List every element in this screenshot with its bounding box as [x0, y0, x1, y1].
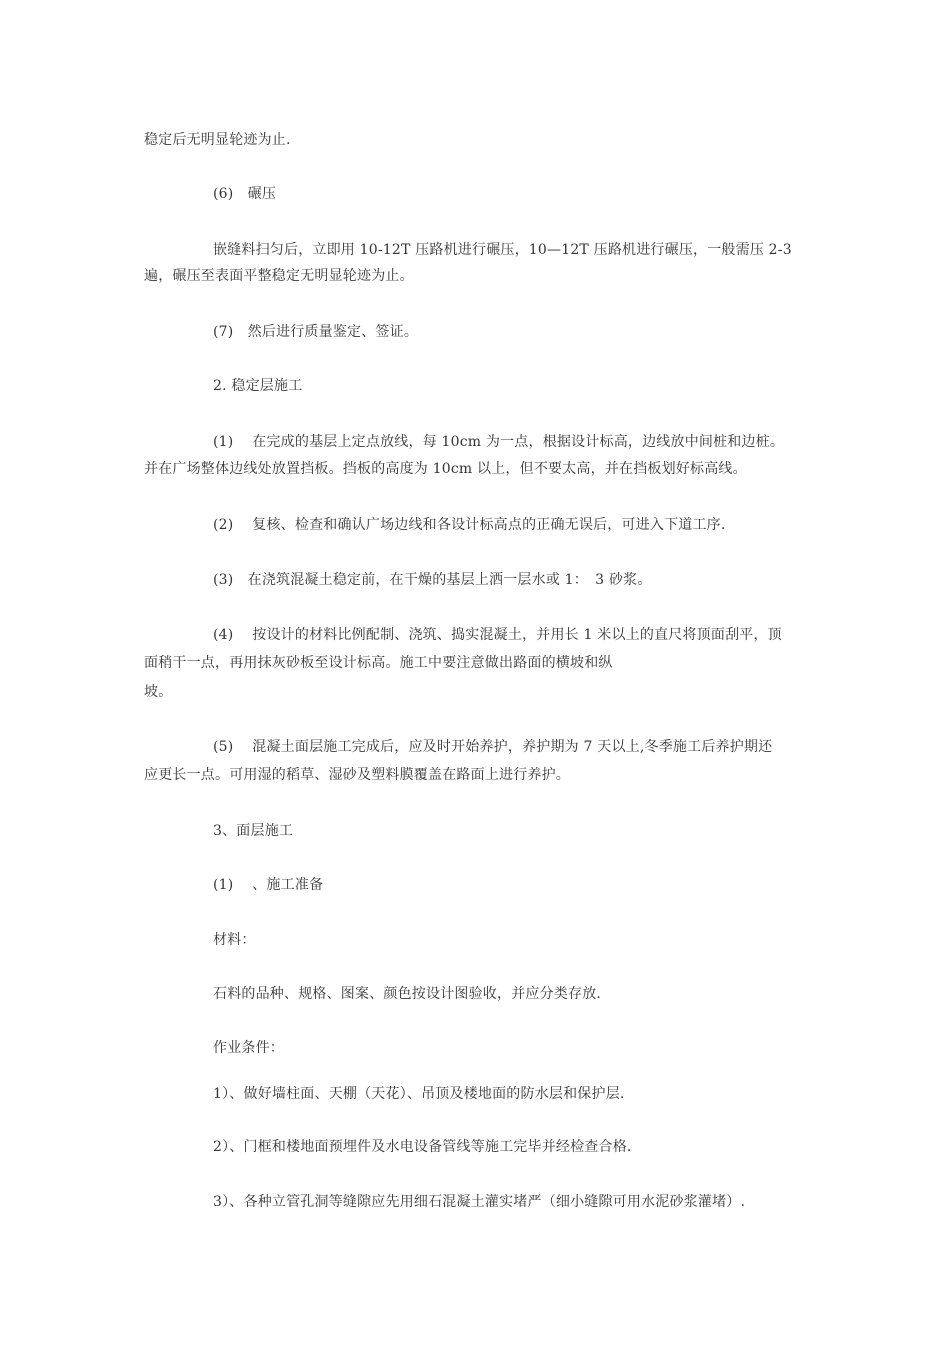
list-item: 2）、门框和楼地面预埋件及水电设备管线等施工完毕并经检查合格. [213, 1139, 632, 1155]
list-item: 1）、做好墙柱面、天棚（天花）、吊顶及楼地面的防水层和保护层. [213, 1086, 625, 1102]
text-line: 作业条件： [213, 1040, 284, 1056]
text-line: 坡。 [144, 684, 173, 700]
text-line: 并在广场整体边线处放置挡板。挡板的高度为 10cm 以上，但不要太高，并在挡板划好标高线。 [144, 461, 747, 477]
section-heading: 2. 稳定层施工 [213, 378, 303, 394]
text-line: (2) 复核、检查和确认广场边线和各设计标高点的正确无误后，可进入下道工序. [213, 517, 726, 533]
text-line: 应更长一点。可用湿的稻草、湿砂及塑料膜覆盖在路面上进行养护。 [144, 767, 570, 783]
text-line: (5) 混凝土面层施工完成后，应及时开始养护，养护期为 7 天以上,冬季施工后养护期还 [213, 739, 773, 755]
section-heading: (1) 、施工准备 [213, 877, 324, 893]
text-line: 嵌缝料扫匀后，立即用 10-12T 压路机进行碾压，10—12T 压路机进行碾压，一般需压 2-3 [213, 242, 792, 258]
text-line: 遍，碾压至表面平整稳定无明显轮迹为止。 [144, 268, 414, 284]
text-line: 石料的品种、规格、图案、颜色按设计图验收，并应分类存放. [213, 986, 602, 1002]
section-heading: (6) 碾压 [213, 186, 277, 202]
text-line: 材料： [213, 932, 256, 948]
text-line: (3) 在浇筑混凝土稳定前，在干燥的基层上洒一层水或 1： 3 砂浆。 [213, 572, 652, 588]
section-heading: 3、面层施工 [213, 823, 294, 839]
text-line: (1) 在完成的基层上定点放线，每 10cm 为一点，根据设计标高，边线放中间桩和边桩。 [213, 434, 785, 450]
list-item: 3）、各种立管孔洞等缝隙应先用细石混凝土灌实堵严（细小缝隙可用水泥砂浆灌堵）. [213, 1194, 746, 1210]
text-line: 面稍干一点，再用抹灰砂板至设计标高。施工中要注意做出路面的横坡和纵 [144, 655, 613, 671]
text-line: (4) 按设计的材料比例配制、浇筑、捣实混凝土，并用长 1 米以上的直尺将顶面刮平，顶 [213, 627, 782, 643]
text-line: 稳定后无明显轮迹为止. [144, 132, 291, 148]
text-line: (7) 然后进行质量鉴定、签证。 [213, 324, 419, 340]
